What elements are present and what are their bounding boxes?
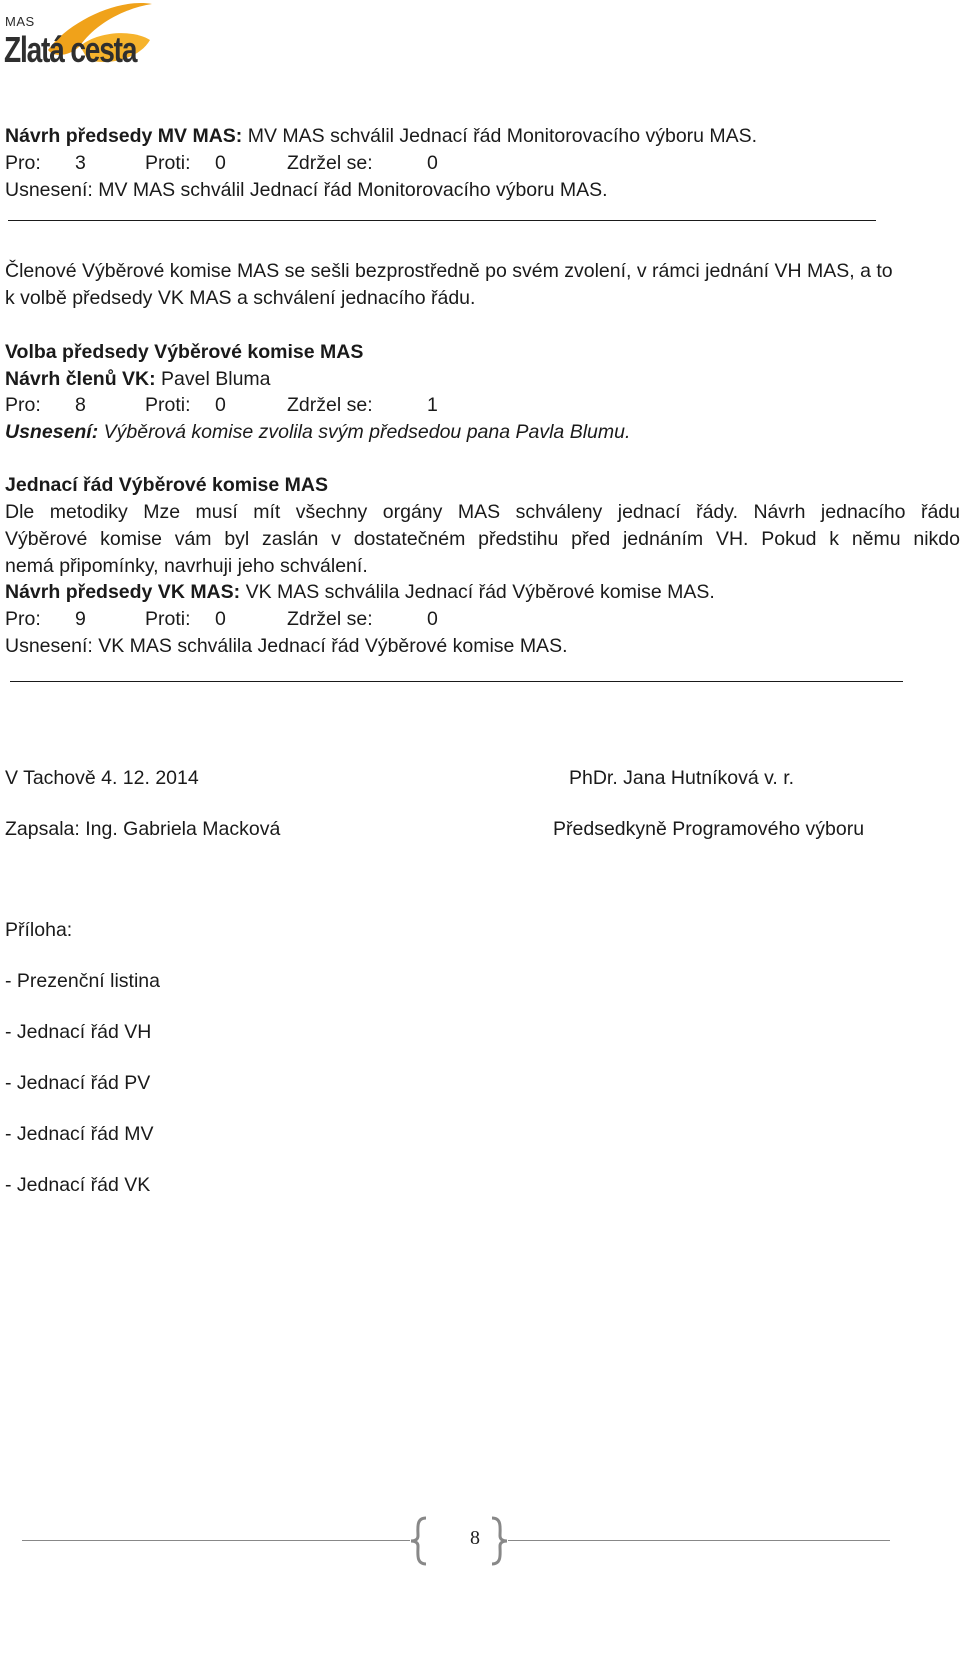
election-counts: Pro: 8 Proti: 0 Zdržel se: 1	[5, 394, 438, 416]
separator-line	[8, 220, 876, 221]
rules-resolution: Usnesení: VK MAS schválila Jednací řád Výběrové komise MAS.	[5, 635, 568, 657]
page-number: 8	[470, 1527, 480, 1549]
attachment-item: - Prezenční listina	[5, 970, 160, 992]
recorded-by: Zapsala: Ing. Gabriela Macková	[5, 818, 281, 840]
vote1-proposal: Návrh předsedy MV MAS: MV MAS schválil Jednací řád Monitorovacího výboru MAS.	[5, 125, 758, 147]
rules-counts: Pro: 9 Proti: 0 Zdržel se: 0	[5, 608, 438, 630]
intro-line1: Členové Výběrové komise MAS se sešli bezprostředně po svém zvolení, v rámci jednání VH MAS, a to	[5, 260, 893, 282]
footer-brace-right-icon	[488, 1516, 510, 1566]
signer-role: Předsedkyně Programového výboru	[553, 818, 865, 840]
place-date: V Tachově 4. 12. 2014	[5, 767, 199, 789]
signer-name: PhDr. Jana Hutníková v. r.	[569, 767, 795, 789]
rules-para-line1: Dle metodiky Mze musí mít všechny orgány MAS schváleny jednací řády. Návrh jednacího řádu	[5, 501, 960, 523]
logo-mas-label: MAS	[5, 14, 35, 29]
attachment-item: - Jednací řád VH	[5, 1021, 152, 1043]
election-nominee: Návrh členů VK: Pavel Bluma	[5, 368, 271, 390]
intro-line2: k volbě předsedy VK MAS a schválení jednacího řádu.	[5, 287, 476, 309]
vote1-resolution: Usnesení: MV MAS schválil Jednací řád Monitorovacího výboru MAS.	[5, 179, 608, 201]
attachment-item: - Jednací řád VK	[5, 1174, 151, 1196]
footer-brace-left-icon	[408, 1516, 430, 1566]
logo-name: Zlatá cesta	[4, 29, 137, 70]
rules-heading: Jednací řád Výběrové komise MAS	[5, 474, 328, 496]
attachment-item: - Jednací řád MV	[5, 1123, 154, 1145]
rules-para-line2: Výběrové komise vám byl zaslán v dostatečném předstihu před jednáním VH. Pokud k němu nikdo	[5, 528, 960, 550]
separator-line	[10, 681, 903, 682]
attachments-heading: Příloha:	[5, 919, 73, 941]
rules-para-line3: nemá připomínky, navrhuji jeho schválení.	[5, 555, 368, 577]
election-resolution: Usnesení: Výběrová komise zvolila svým předsedou pana Pavla Blumu.	[5, 421, 631, 443]
rules-proposal: Návrh předsedy VK MAS: VK MAS schválila Jednací řád Výběrové komise MAS.	[5, 581, 715, 603]
election-heading: Volba předsedy Výběrové komise MAS	[5, 341, 364, 363]
footer-line-right	[508, 1540, 890, 1541]
attachment-item: - Jednací řád PV	[5, 1072, 151, 1094]
vote1-counts: Pro: 3 Proti: 0 Zdržel se: 0	[5, 152, 438, 174]
footer-line-left	[22, 1540, 410, 1541]
